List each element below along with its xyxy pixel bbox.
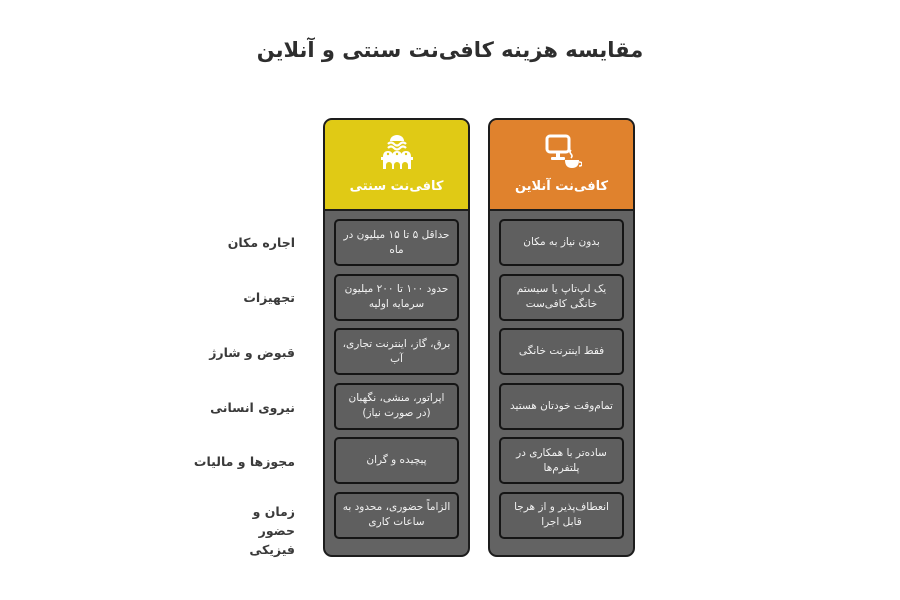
- online-card-title: کافی‌نت آنلاین: [514, 179, 609, 194]
- row-label-rent: اجاره مکان: [227, 235, 295, 250]
- row-label-permits-taxes: مجوزها و مالیات: [193, 454, 295, 469]
- row-label-equipment: تجهیزات: [243, 290, 295, 305]
- traditional-cafenet-card: [323, 118, 470, 557]
- traditional-card-title: کافی‌نت سنتی: [349, 179, 444, 194]
- traditional-cell-bills: برق، گاز، اینترنت تجاری، آب: [334, 328, 459, 375]
- online-cell-rent: بدون نیاز به مکان: [499, 219, 624, 266]
- row-label-staff: نیروی انسانی: [210, 400, 295, 415]
- traditional-card-header: [325, 120, 468, 211]
- online-cell-permits: ساده‌تر با همکاری در پلتفرم‌ها: [499, 437, 624, 484]
- traditional-cell-permits: پیچیده و گران: [334, 437, 459, 484]
- traditional-building-icon: [377, 133, 417, 169]
- page-title: مقایسه هزینه کافی‌نت سنتی و آنلاین: [256, 38, 644, 62]
- online-cell-time: انعطاف‌پذیر و از هرجا قابل اجرا: [499, 492, 624, 539]
- online-card-header: [490, 120, 633, 211]
- traditional-cell-time: الزاماً حضوری، محدود به ساعات کاری: [334, 492, 459, 539]
- online-cell-equipment: یک لپ‌تاپ یا سیستم خانگی کافی‌ست: [499, 274, 624, 321]
- traditional-cell-staff: اپراتور، منشی، نگهبان (در صورت نیاز): [334, 383, 459, 430]
- traditional-cell-equipment: حدود ۱۰۰ تا ۲۰۰ میلیون سرمایه اولیه: [334, 274, 459, 321]
- row-label-bills: قبوض و شارژ: [209, 345, 295, 360]
- online-cafenet-card: [488, 118, 635, 557]
- online-cell-bills: فقط اینترنت خانگی: [499, 328, 624, 375]
- row-label-time-presence: زمان و حضور فیزیکی: [249, 504, 295, 557]
- traditional-cell-rent: حداقل ۵ تا ۱۵ میلیون در ماه: [334, 219, 459, 266]
- online-cell-staff: تمام‌وقت خودتان هستید: [499, 383, 624, 430]
- computer-coffee-icon: [542, 133, 582, 169]
